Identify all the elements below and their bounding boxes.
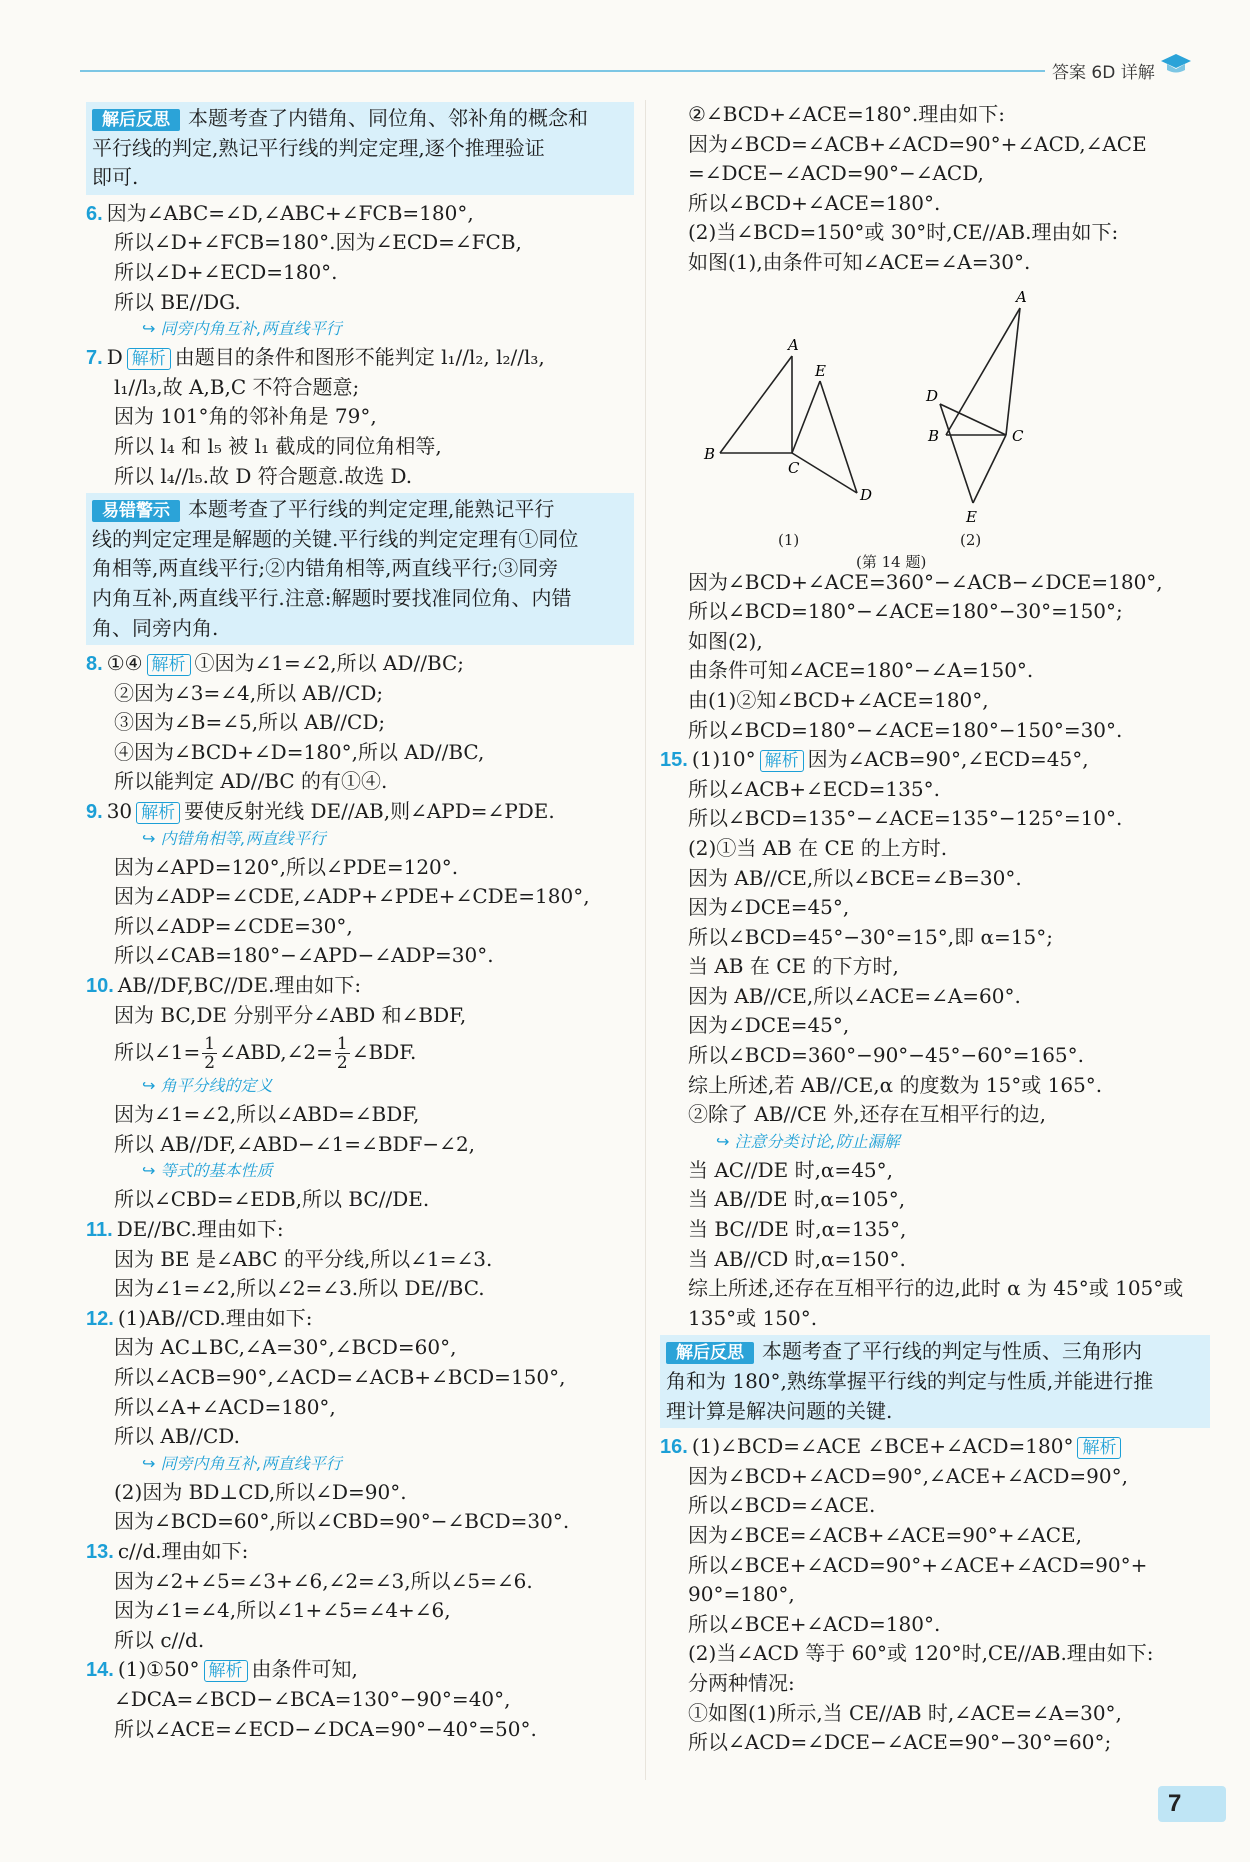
answer-line: 当 BC//DE 时,α=135°, [688,1217,907,1242]
answer-line: 因为∠BCD=60°,所以∠CBD=90°−∠BCD=30°. [114,1509,570,1534]
question-number: 14. [86,1659,114,1682]
annotation-text: ↪ 内错角相等,两直线平行 [142,828,326,848]
question-number: 10. [86,975,114,998]
answer-line: 所以∠ACB+∠ECD=135°. [688,776,940,801]
annotation-text: ↪ 等式的基本性质 [142,1161,273,1181]
answer-line: ②∠BCD+∠ACE=180°.理由如下: [688,102,1005,126]
answer-line: 因为 AC⊥BC,∠A=30°,∠BCD=60°, [114,1335,457,1360]
answer-line: 因为 101°角的邻补角是 79°, [114,404,377,429]
callout-line [92,554,626,584]
figure-14-svg [660,278,1200,526]
callout-label: 解后反思 [666,1342,754,1364]
fig1-label-c: C [788,458,800,477]
fig2-label-a: A [1016,287,1027,306]
answer-line: 由(1)②知∠BCD+∠ACE=180°, [688,687,989,712]
analysis-tag: 解析 [204,1660,248,1682]
callout-text: 本题考查了平行线的判定与性质、三角形内 [762,1339,1142,1364]
answer-line: ②因为∠3=∠4,所以 AB//CD; [114,680,384,705]
answer-line: 135°或 150°. [688,1305,818,1330]
answer-text: ①④ [106,651,143,676]
fraction-suffix: ∠BDF. [351,1040,417,1065]
callout-label: 易错警示 [92,500,180,522]
answer-line: ③因为∠B=∠5,所以 AB//CD; [114,710,386,735]
fig2-label-c: C [1012,426,1024,445]
answer-item [86,1215,634,1245]
answer-line: ②除了 AB//CE 外,还存在互相平行的边, [688,1102,1046,1127]
answer-line: 所以能判定 AD//BC 的有①④. [114,769,388,794]
fig2-label-d: D [926,386,939,405]
fig2-ec [973,435,1006,503]
handwritten-annotation [86,317,634,343]
annotation-text: ↪ 同旁内角互补,两直线平行 [142,319,342,339]
question-number: 8. [86,653,103,676]
fig1-label-d: D [860,485,873,504]
answer-text: (1)∠BCD=∠ACE ∠BCE+∠ACD=180° [691,1434,1074,1459]
answer-item [86,199,634,229]
callout-line [92,525,626,555]
answer-line: 所以 AB//CD. [114,1424,240,1449]
analysis-text: 因为∠ACB=90°,∠ECD=45°, [807,747,1089,772]
answer-line: 所以 AB//DF,∠ABD−∠1=∠BDF−∠2, [114,1131,476,1156]
answer-line: 当 AB//CD 时,α=150°. [688,1246,906,1271]
right-column [660,100,1210,1758]
answer-item [660,1432,1210,1462]
answer-item [86,1655,634,1685]
fig1-label-a: A [788,335,799,354]
answer-line: 所以∠ACE=∠ECD−∠DCA=90°−40°=50°. [114,1716,537,1741]
question-number: 16. [660,1436,688,1459]
handwritten-annotation [86,1074,634,1100]
callout-line [92,104,626,134]
numerator: 1 [336,1034,348,1055]
answer-line: 当 AB 在 CE 的下方时, [688,954,899,979]
question-number: 11. [86,1219,113,1241]
analysis-text: 由题目的条件和图形不能判定 l₁//l₂, l₂//l₃, [174,345,545,370]
fig2-label-e: E [966,507,977,526]
answer-line: ∠DCA=∠BCD−∠BCA=130°−90°=40°, [114,1686,511,1711]
fig2-de [940,404,973,503]
answer-line: (2)当∠BCD=150°或 30°时,CE//AB.理由如下: [688,220,1119,245]
callout-label: 解后反思 [92,109,180,131]
answer-item [86,971,634,1001]
answer-line: 所以∠BCE+∠ACD=180°. [688,1611,941,1636]
callout-text: 平行线的判定,熟记平行线的判定定理,逐个推理验证 [92,135,545,160]
question-number: 12. [86,1307,114,1330]
fraction [335,1035,350,1072]
question-number: 6. [86,202,103,225]
analysis-tag: 解析 [147,654,191,676]
answer-line: 所以∠BCE+∠ACD=90°+∠ACE+∠ACD=90°+ [688,1552,1148,1577]
callout-text: 线的判定定理是解题的关键.平行线的判定定理有①同位 [92,526,579,551]
callout-line [92,614,626,644]
figure-caption: (第 14 题) [856,552,927,571]
callout-line [666,1397,1202,1427]
answer-text: D [106,345,123,370]
answer-line: =∠DCE−∠ACD=90°−∠ACD, [688,161,984,186]
answer-line: 因为∠1=∠2,所以∠2=∠3.所以 DE//BC. [114,1276,485,1301]
answer-line: 分两种情况: [688,1670,795,1695]
fig2-dc [940,404,1006,435]
answer-text: 30 [106,799,133,824]
answer-line: 所以∠BCD=360°−90°−45°−60°=165°. [688,1043,1085,1068]
answer-line: 因为 AB//CE,所以∠BCE=∠B=30°. [688,865,1022,890]
fraction [202,1035,217,1072]
callout-text: 角相等,两直线平行;②内错角相等,两直线平行;③同旁 [92,556,559,581]
analysis-tag: 解析 [760,750,804,772]
denominator: 2 [204,1053,216,1074]
answer-text: c//d.理由如下: [117,1538,249,1563]
answer-line: 综上所述,若 AB//CE,α 的度数为 15°或 165°. [688,1072,1103,1097]
graduation-cap-icon [1160,52,1192,76]
analysis-text: 由条件可知, [251,1657,358,1682]
left-column [86,100,634,1744]
answer-text: (1)10° [691,747,756,772]
fig1-label-b: B [704,444,716,463]
fig1-ba [720,356,792,453]
answer-callout-box [86,493,634,645]
answer-line: 因为 BE 是∠ABC 的平分线,所以∠1=∠3. [114,1246,493,1271]
answer-line: 因为∠APD=120°,所以∠PDE=120°. [114,854,459,879]
callout-line [92,163,626,193]
answer-line: 所以∠BCD=180°−∠ACE=180°−150°=30°. [688,717,1123,742]
answer-item [86,343,634,373]
answer-line: 因为∠BCD+∠ACD=90°,∠ACE+∠ACD=90°, [688,1463,1128,1488]
answer-line: 所以∠CBD=∠EDB,所以 BC//DE. [114,1187,430,1212]
answer-line: 所以 c//d. [114,1627,205,1652]
figure-sub-2: (2) [960,530,982,549]
answer-line: 综上所述,还存在互相平行的边,此时 α 为 45°或 105°或 [688,1276,1184,1301]
answer-item [86,797,634,827]
question-number: 9. [86,801,103,824]
question-number: 7. [86,347,103,370]
answer-callout-box [86,102,634,195]
handwritten-annotation [86,1452,634,1478]
answer-callout-box [660,1335,1210,1428]
answer-line: 所以∠D+∠FCB=180°.因为∠ECD=∠FCB, [114,230,522,255]
callout-text: 内角互补,两直线平行.注意:解题时要找准同位角、内错 [92,585,572,610]
answer-text: (1)①50° [117,1657,200,1682]
answer-text: DE//BC.理由如下: [116,1217,284,1241]
header-rule [80,70,1045,72]
answer-line: 因为∠BCD+∠ACE=360°−∠ACB−∠DCE=180°, [688,569,1163,594]
answer-line: 所以 l₄ 和 l₅ 被 l₁ 截成的同位角相等, [114,433,442,458]
answer-line: 所以∠CAB=180°−∠APD−∠ADP=30°. [114,943,494,968]
answer-line: 因为∠BCD=∠ACB+∠ACD=90°+∠ACD,∠ACE [688,131,1147,156]
answer-line: 所以∠A+∠ACD=180°, [114,1394,336,1419]
answer-text: (1)AB//CD.理由如下: [117,1305,313,1330]
callout-text: 角、同旁内角. [92,615,219,640]
question-number: 13. [86,1540,114,1563]
denominator: 2 [336,1053,348,1074]
callout-text: 角和为 180°,熟练掌握平行线的判定与性质,并能进行推 [666,1369,1154,1393]
answer-line: 所以 BE//DG. [114,289,241,314]
fraction-line [86,1030,634,1074]
annotation-text: ↪ 角平分线的定义 [142,1076,273,1096]
answer-line: 所以∠ADP=∠CDE=30°, [114,913,353,938]
answer-line: 所以∠ACB=90°,∠ACD=∠ACB+∠BCD=150°, [114,1364,566,1389]
handwritten-annotation [86,1159,634,1185]
callout-line [92,134,626,164]
callout-line [666,1337,1202,1367]
fig1-cd [792,453,857,493]
answer-line: 所以∠BCD=180°−∠ACE=180°−30°=150°; [688,599,1123,624]
answer-line: 因为∠2+∠5=∠3+∠6,∠2=∠3,所以∠5=∠6. [114,1568,533,1593]
answer-item [660,745,1210,775]
answer-line: (2)当∠ACD 等于 60°或 120°时,CE//AB.理由如下: [688,1641,1154,1666]
answer-item [86,1304,634,1334]
callout-line [666,1367,1202,1397]
callout-text: 即可. [92,165,139,190]
column-divider [645,100,646,1780]
annotation-text: ↪ 同旁内角互补,两直线平行 [142,1453,342,1473]
answer-line: 所以∠BCD=∠ACE. [688,1493,876,1518]
analysis-tag: 解析 [136,802,180,824]
fig1-label-e: E [815,361,826,380]
header-title: 答案 6D 详解 [1052,63,1155,83]
answer-line: 因为∠BCE=∠ACB+∠ACE=90°+∠ACE, [688,1522,1082,1547]
answer-line: (2)因为 BD⊥CD,所以∠D=90°. [114,1479,407,1504]
answer-line: 因为∠DCE=45°, [688,1013,850,1038]
analysis-tag: 解析 [127,348,171,370]
figure-14 [660,278,1210,571]
answer-item [86,649,634,679]
answer-line: 因为 AB//CE,所以∠ACE=∠A=60°. [688,983,1021,1008]
fig1-ce [792,381,820,453]
numerator: 1 [204,1034,216,1055]
answer-line: 因为∠1=∠4,所以∠1+∠5=∠4+∠6, [114,1598,451,1623]
answer-line: ①如图(1)所示,当 CE//AB 时,∠ACE=∠A=30°, [688,1700,1122,1725]
answer-line: 所以∠BCD=45°−30°=15°,即 α=15°; [688,924,1053,949]
answer-line: 所以 l₄//l₅.故 D 符合题意.故选 D. [114,463,413,488]
answer-line: 因为∠ADP=∠CDE,∠ADP+∠PDE+∠CDE=180°, [114,884,590,909]
question-number: 15. [660,749,688,772]
analysis-text: 要使反射光线 DE//AB,则∠APD=∠PDE. [184,799,555,824]
answer-line: 当 AB//DE 时,α=105°, [688,1187,906,1212]
answer-line: 由条件可知∠ACE=180°−∠A=150°. [688,658,1034,683]
callout-line [92,495,626,525]
analysis-tag: 解析 [1077,1437,1121,1459]
callout-line [92,584,626,614]
answer-line: (2)①当 AB 在 CE 的上方时. [688,835,948,860]
annotation-text: ↪ 注意分类讨论,防止漏解 [716,1131,900,1151]
fraction-mid: ∠ABD,∠2= [219,1040,333,1065]
answer-line: l₁//l₃,故 A,B,C 不符合题意; [114,374,360,399]
answer-line: 因为∠1=∠2,所以∠ABD=∠BDF, [114,1102,420,1127]
answer-line: 如图(1),由条件可知∠ACE=∠A=30°. [688,249,1031,274]
callout-text: 本题考查了内错角、同位角、邻补角的概念和 [188,106,588,130]
answer-item [86,1537,634,1567]
figure-sub-1: (1) [778,530,800,549]
fig1-ed [820,381,857,493]
answer-line: 因为 BC,DE 分别平分∠ABD 和∠BDF, [114,1002,467,1027]
fraction-prefix: 所以∠1= [114,1040,201,1065]
answer-line: 如图(2), [688,628,763,653]
handwritten-annotation [86,827,634,853]
fig2-label-b: B [928,426,940,445]
callout-text: 理计算是解决问题的关键. [666,1398,893,1423]
answer-line: ④因为∠BCD+∠D=180°,所以 AD//BC, [114,739,485,764]
callout-text: 本题考查了平行线的判定定理,能熟记平行 [188,497,555,522]
answer-line: 所以∠ACD=∠DCE−∠ACE=90°−30°=60°; [688,1730,1112,1755]
answer-text: AB//DF,BC//DE.理由如下: [117,973,362,998]
answer-text: 因为∠ABC=∠D,∠ABC+∠FCB=180°, [106,200,474,225]
handwritten-annotation [660,1130,1210,1156]
answer-line: 所以∠D+∠ECD=180°. [114,259,338,284]
page-number: 7 [1168,1790,1182,1817]
analysis-text: ①因为∠1=∠2,所以 AD//BC; [194,651,465,676]
answer-line: 因为∠DCE=45°, [688,895,850,920]
answer-line: 所以∠BCD=135°−∠ACE=135°−125°=10°. [688,806,1123,831]
answer-line: 当 AC//DE 时,α=45°, [688,1157,893,1182]
answer-line: 90°=180°, [688,1582,795,1607]
answer-line: 所以∠BCD+∠ACE=180°. [688,190,941,215]
